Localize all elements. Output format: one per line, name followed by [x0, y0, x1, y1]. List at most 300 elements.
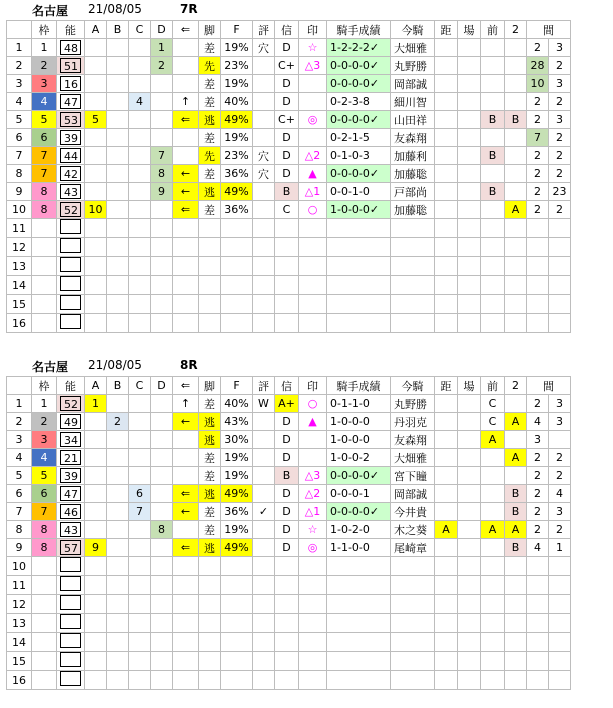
course-cell	[458, 633, 481, 652]
arrow-cell: ⇐	[173, 485, 199, 503]
jockey-name-cell	[391, 652, 435, 671]
distance-cell	[435, 539, 458, 557]
jockey-record-cell: 1-0-0-0✓	[327, 201, 391, 219]
header-cell: 能	[57, 377, 85, 395]
trust-cell: D	[275, 129, 299, 147]
arrow-cell	[173, 633, 199, 652]
header-cell: 脚	[199, 21, 221, 39]
header-cell: F	[221, 377, 253, 395]
interval-cell-1: 2	[527, 521, 549, 539]
trust-cell	[275, 314, 299, 333]
arrow-cell	[173, 652, 199, 671]
empty-row	[7, 219, 571, 238]
arrow-cell	[173, 449, 199, 467]
horse-row[interactable]	[7, 201, 571, 219]
arrow-cell	[173, 57, 199, 75]
a-cell	[85, 165, 107, 183]
horse-row[interactable]	[7, 449, 571, 467]
a-cell	[85, 614, 107, 633]
jockey-record-cell	[327, 576, 391, 595]
jockey-record-cell: 0-0-0-0✓	[327, 165, 391, 183]
c-cell: 7	[129, 503, 151, 521]
waku-cell: 5	[32, 467, 57, 485]
prev-cell: B	[481, 147, 505, 165]
prev-cell	[481, 485, 505, 503]
ability-box: 39	[60, 130, 81, 145]
distance-cell	[435, 314, 458, 333]
header-cell: 今騎	[391, 377, 435, 395]
trust-cell: C+	[275, 57, 299, 75]
ability-box: 43	[60, 184, 81, 199]
horse-row[interactable]	[7, 521, 571, 539]
d-cell: 8	[151, 521, 173, 539]
ability-box	[60, 257, 81, 272]
jockey-name-cell: 加藤利	[391, 147, 435, 165]
ability-box: 51	[60, 58, 81, 73]
ability-cell	[57, 652, 85, 671]
interval-cell-1	[527, 257, 549, 276]
distance-cell	[435, 395, 458, 413]
row-number: 9	[7, 539, 32, 557]
eval-cell	[253, 521, 275, 539]
mark-cell	[299, 257, 327, 276]
header-cell: 脚	[199, 377, 221, 395]
header-cell: 信	[275, 377, 299, 395]
row-number: 11	[7, 576, 32, 595]
interval-cell-1: 2	[527, 449, 549, 467]
ability-box: 53	[60, 112, 81, 127]
f-cell: 49%	[221, 485, 253, 503]
arrow-cell	[173, 147, 199, 165]
distance-cell	[435, 276, 458, 295]
jockey-record-cell: 0-0-1-0	[327, 183, 391, 201]
horse-row[interactable]	[7, 413, 571, 431]
mark-cell: △3	[299, 467, 327, 485]
header-cell: D	[151, 21, 173, 39]
distance-cell	[435, 57, 458, 75]
ability-cell	[57, 614, 85, 633]
course-cell	[458, 413, 481, 431]
jockey-record-cell	[327, 595, 391, 614]
eval-cell	[253, 539, 275, 557]
interval-cell-2: 2	[549, 449, 571, 467]
header-cell: ⇐	[173, 377, 199, 395]
second-cell	[505, 431, 527, 449]
ability-box: 43	[60, 522, 81, 537]
row-number: 4	[7, 93, 32, 111]
d-cell	[151, 257, 173, 276]
c-cell	[129, 276, 151, 295]
header-cell: B	[107, 377, 129, 395]
mark-cell: △1	[299, 503, 327, 521]
d-cell	[151, 75, 173, 93]
c-cell: 6	[129, 485, 151, 503]
waku-cell	[32, 595, 57, 614]
course-cell	[458, 485, 481, 503]
distance-cell	[435, 431, 458, 449]
prev-cell	[481, 39, 505, 57]
arrow-cell	[173, 129, 199, 147]
row-number: 10	[7, 201, 32, 219]
arrow-cell	[173, 614, 199, 633]
eval-cell	[253, 238, 275, 257]
jockey-record-cell: 0-0-0-0✓	[327, 57, 391, 75]
b-cell	[107, 93, 129, 111]
interval-cell-2: 2	[549, 467, 571, 485]
prev-cell	[481, 57, 505, 75]
c-cell	[129, 671, 151, 690]
eval-cell	[253, 93, 275, 111]
course-cell	[458, 276, 481, 295]
race-title-row	[0, 0, 613, 18]
a-cell	[85, 503, 107, 521]
race-number-label: 7R	[180, 2, 198, 16]
trust-cell	[275, 576, 299, 595]
ability-box: 49	[60, 414, 81, 429]
a-cell	[85, 129, 107, 147]
eval-cell	[253, 413, 275, 431]
a-cell	[85, 431, 107, 449]
style-cell: 差	[199, 165, 221, 183]
distance-cell	[435, 39, 458, 57]
trust-cell: C	[275, 201, 299, 219]
jockey-name-cell	[391, 633, 435, 652]
row-number: 8	[7, 165, 32, 183]
waku-cell	[32, 576, 57, 595]
b-cell	[107, 238, 129, 257]
prev-cell	[481, 557, 505, 576]
interval-cell-2: 2	[549, 57, 571, 75]
trust-cell	[275, 295, 299, 314]
row-number: 3	[7, 75, 32, 93]
interval-cell-2	[549, 314, 571, 333]
header-cell: 印	[299, 21, 327, 39]
jockey-name-cell: 丸野勝	[391, 395, 435, 413]
interval-cell-1: 4	[527, 413, 549, 431]
waku-cell	[32, 614, 57, 633]
interval-cell-2: 3	[549, 413, 571, 431]
c-cell	[129, 111, 151, 129]
jockey-name-cell: 大畑雅	[391, 449, 435, 467]
c-cell	[129, 633, 151, 652]
course-cell	[458, 39, 481, 57]
mark-cell	[299, 75, 327, 93]
jockey-record-cell: 0-1-0-3	[327, 147, 391, 165]
course-cell	[458, 614, 481, 633]
f-cell	[221, 576, 253, 595]
race-title-row	[0, 356, 613, 374]
waku-cell	[32, 633, 57, 652]
f-cell: 23%	[221, 57, 253, 75]
ability-box: 52	[60, 396, 81, 411]
eval-cell	[253, 57, 275, 75]
waku-cell	[32, 219, 57, 238]
header-cell: 騎手成績	[327, 377, 391, 395]
jockey-record-cell: 1-1-0-0	[327, 539, 391, 557]
mark-cell	[299, 295, 327, 314]
arrow-cell	[173, 557, 199, 576]
trust-cell	[275, 276, 299, 295]
horse-row[interactable]	[7, 183, 571, 201]
eval-cell	[253, 183, 275, 201]
header-cell: F	[221, 21, 253, 39]
interval-cell-1	[527, 276, 549, 295]
ability-box: 52	[60, 202, 81, 217]
venue-label: 名古屋	[32, 4, 69, 18]
horse-row[interactable]	[7, 503, 571, 521]
horse-row[interactable]	[7, 395, 571, 413]
jockey-name-cell	[391, 276, 435, 295]
course-cell	[458, 395, 481, 413]
d-cell: 7	[151, 147, 173, 165]
ability-box	[60, 295, 81, 310]
distance-cell	[435, 485, 458, 503]
interval-cell-2	[549, 295, 571, 314]
style-cell: 逃	[199, 183, 221, 201]
d-cell: 2	[151, 57, 173, 75]
b-cell	[107, 557, 129, 576]
horse-row[interactable]	[7, 485, 571, 503]
jockey-name-cell: 宮下瞳	[391, 467, 435, 485]
interval-cell-1	[527, 614, 549, 633]
eval-cell	[253, 219, 275, 238]
arrow-cell	[173, 671, 199, 690]
trust-cell: B	[275, 467, 299, 485]
trust-cell	[275, 219, 299, 238]
f-cell: 40%	[221, 93, 253, 111]
header-cell: 2	[505, 21, 527, 39]
mark-cell	[299, 238, 327, 257]
second-cell	[505, 129, 527, 147]
interval-cell-2	[549, 671, 571, 690]
jockey-name-cell: 岡部誠	[391, 75, 435, 93]
waku-cell: 4	[32, 93, 57, 111]
waku-cell: 7	[32, 147, 57, 165]
d-cell	[151, 314, 173, 333]
jockey-record-cell	[327, 652, 391, 671]
empty-row	[7, 295, 571, 314]
style-cell: 差	[199, 75, 221, 93]
course-cell	[458, 257, 481, 276]
c-cell	[129, 165, 151, 183]
horse-row[interactable]	[7, 39, 571, 57]
ability-box: 46	[60, 504, 81, 519]
distance-cell	[435, 671, 458, 690]
interval-cell-1: 2	[527, 503, 549, 521]
horse-row[interactable]	[7, 431, 571, 449]
jockey-record-cell	[327, 238, 391, 257]
row-number: 14	[7, 276, 32, 295]
jockey-name-cell	[391, 557, 435, 576]
style-cell	[199, 314, 221, 333]
interval-cell-2: 2	[549, 165, 571, 183]
jockey-name-cell	[391, 576, 435, 595]
course-cell	[458, 431, 481, 449]
horse-row[interactable]	[7, 147, 571, 165]
jockey-name-cell: 友森翔	[391, 129, 435, 147]
row-number: 2	[7, 57, 32, 75]
a-cell	[85, 39, 107, 57]
d-cell	[151, 449, 173, 467]
header-cell: 場	[458, 377, 481, 395]
horse-row[interactable]	[7, 165, 571, 183]
d-cell	[151, 614, 173, 633]
arrow-cell: ←	[173, 503, 199, 521]
prev-cell	[481, 576, 505, 595]
d-cell	[151, 539, 173, 557]
d-cell	[151, 671, 173, 690]
ability-cell	[57, 219, 85, 238]
f-cell	[221, 614, 253, 633]
distance-cell	[435, 111, 458, 129]
b-cell	[107, 219, 129, 238]
second-cell	[505, 652, 527, 671]
d-cell	[151, 431, 173, 449]
f-cell	[221, 652, 253, 671]
jockey-name-cell	[391, 314, 435, 333]
header-cell: D	[151, 377, 173, 395]
horse-row[interactable]	[7, 93, 571, 111]
ability-box	[60, 614, 81, 629]
course-cell	[458, 201, 481, 219]
header-cell: 信	[275, 21, 299, 39]
interval-cell-2	[549, 595, 571, 614]
ability-cell	[57, 413, 85, 431]
d-cell	[151, 295, 173, 314]
horse-row[interactable]	[7, 111, 571, 129]
arrow-cell: ↑	[173, 395, 199, 413]
course-cell	[458, 539, 481, 557]
row-number: 6	[7, 129, 32, 147]
style-cell	[199, 295, 221, 314]
interval-cell-2: 2	[549, 147, 571, 165]
trust-cell: D	[275, 431, 299, 449]
ability-cell	[57, 165, 85, 183]
horse-row[interactable]	[7, 129, 571, 147]
jockey-name-cell	[391, 257, 435, 276]
second-cell: A	[505, 521, 527, 539]
d-cell: 9	[151, 183, 173, 201]
a-cell	[85, 147, 107, 165]
interval-cell-2	[549, 431, 571, 449]
mark-cell	[299, 93, 327, 111]
c-cell	[129, 449, 151, 467]
ability-box	[60, 633, 81, 648]
jockey-name-cell: 友森翔	[391, 431, 435, 449]
eval-cell	[253, 75, 275, 93]
c-cell	[129, 201, 151, 219]
header-cell: A	[85, 377, 107, 395]
ability-cell	[57, 183, 85, 201]
prev-cell	[481, 129, 505, 147]
jockey-name-cell	[391, 595, 435, 614]
a-cell	[85, 521, 107, 539]
ability-cell	[57, 147, 85, 165]
interval-cell-2	[549, 652, 571, 671]
style-cell: 差	[199, 395, 221, 413]
jockey-record-cell	[327, 314, 391, 333]
prev-cell: B	[481, 111, 505, 129]
second-cell: B	[505, 111, 527, 129]
style-cell: 逃	[199, 413, 221, 431]
arrow-cell	[173, 467, 199, 485]
ability-box	[60, 671, 81, 686]
header-cell: B	[107, 21, 129, 39]
interval-cell-2	[549, 219, 571, 238]
a-cell	[85, 276, 107, 295]
trust-cell: D	[275, 485, 299, 503]
a-cell	[85, 595, 107, 614]
interval-cell-1	[527, 219, 549, 238]
mark-cell	[299, 129, 327, 147]
waku-cell	[32, 671, 57, 690]
ability-cell	[57, 201, 85, 219]
course-cell	[458, 57, 481, 75]
arrow-cell: ⇐	[173, 539, 199, 557]
distance-cell	[435, 295, 458, 314]
a-cell	[85, 93, 107, 111]
c-cell	[129, 557, 151, 576]
trust-cell: D	[275, 539, 299, 557]
d-cell	[151, 111, 173, 129]
jockey-record-cell	[327, 219, 391, 238]
eval-cell	[253, 314, 275, 333]
jockey-record-cell	[327, 276, 391, 295]
header-cell	[7, 377, 32, 395]
horse-row[interactable]	[7, 57, 571, 75]
jockey-record-cell: 0-1-1-0	[327, 395, 391, 413]
mark-cell: △2	[299, 147, 327, 165]
ability-box	[60, 595, 81, 610]
ability-cell	[57, 257, 85, 276]
jockey-record-cell	[327, 633, 391, 652]
horse-row[interactable]	[7, 467, 571, 485]
b-cell	[107, 521, 129, 539]
f-cell: 30%	[221, 431, 253, 449]
interval-cell-1	[527, 671, 549, 690]
empty-row	[7, 633, 571, 652]
row-number: 4	[7, 449, 32, 467]
f-cell: 19%	[221, 521, 253, 539]
prev-cell: A	[481, 431, 505, 449]
b-cell	[107, 503, 129, 521]
d-cell	[151, 467, 173, 485]
c-cell	[129, 183, 151, 201]
c-cell	[129, 576, 151, 595]
a-cell	[85, 485, 107, 503]
jockey-record-cell: 0-2-1-5	[327, 129, 391, 147]
f-cell: 40%	[221, 395, 253, 413]
f-cell	[221, 314, 253, 333]
ability-cell	[57, 539, 85, 557]
interval-cell-1: 2	[527, 183, 549, 201]
d-cell: 8	[151, 165, 173, 183]
b-cell	[107, 652, 129, 671]
horse-row[interactable]	[7, 75, 571, 93]
jockey-name-cell: 大畑雅	[391, 39, 435, 57]
prev-cell: B	[481, 183, 505, 201]
horse-row[interactable]	[7, 539, 571, 557]
style-cell	[199, 238, 221, 257]
b-cell	[107, 75, 129, 93]
mark-cell	[299, 449, 327, 467]
jockey-record-cell	[327, 671, 391, 690]
interval-cell-1: 2	[527, 467, 549, 485]
prev-cell	[481, 257, 505, 276]
d-cell	[151, 595, 173, 614]
distance-cell	[435, 633, 458, 652]
style-cell: 差	[199, 39, 221, 57]
